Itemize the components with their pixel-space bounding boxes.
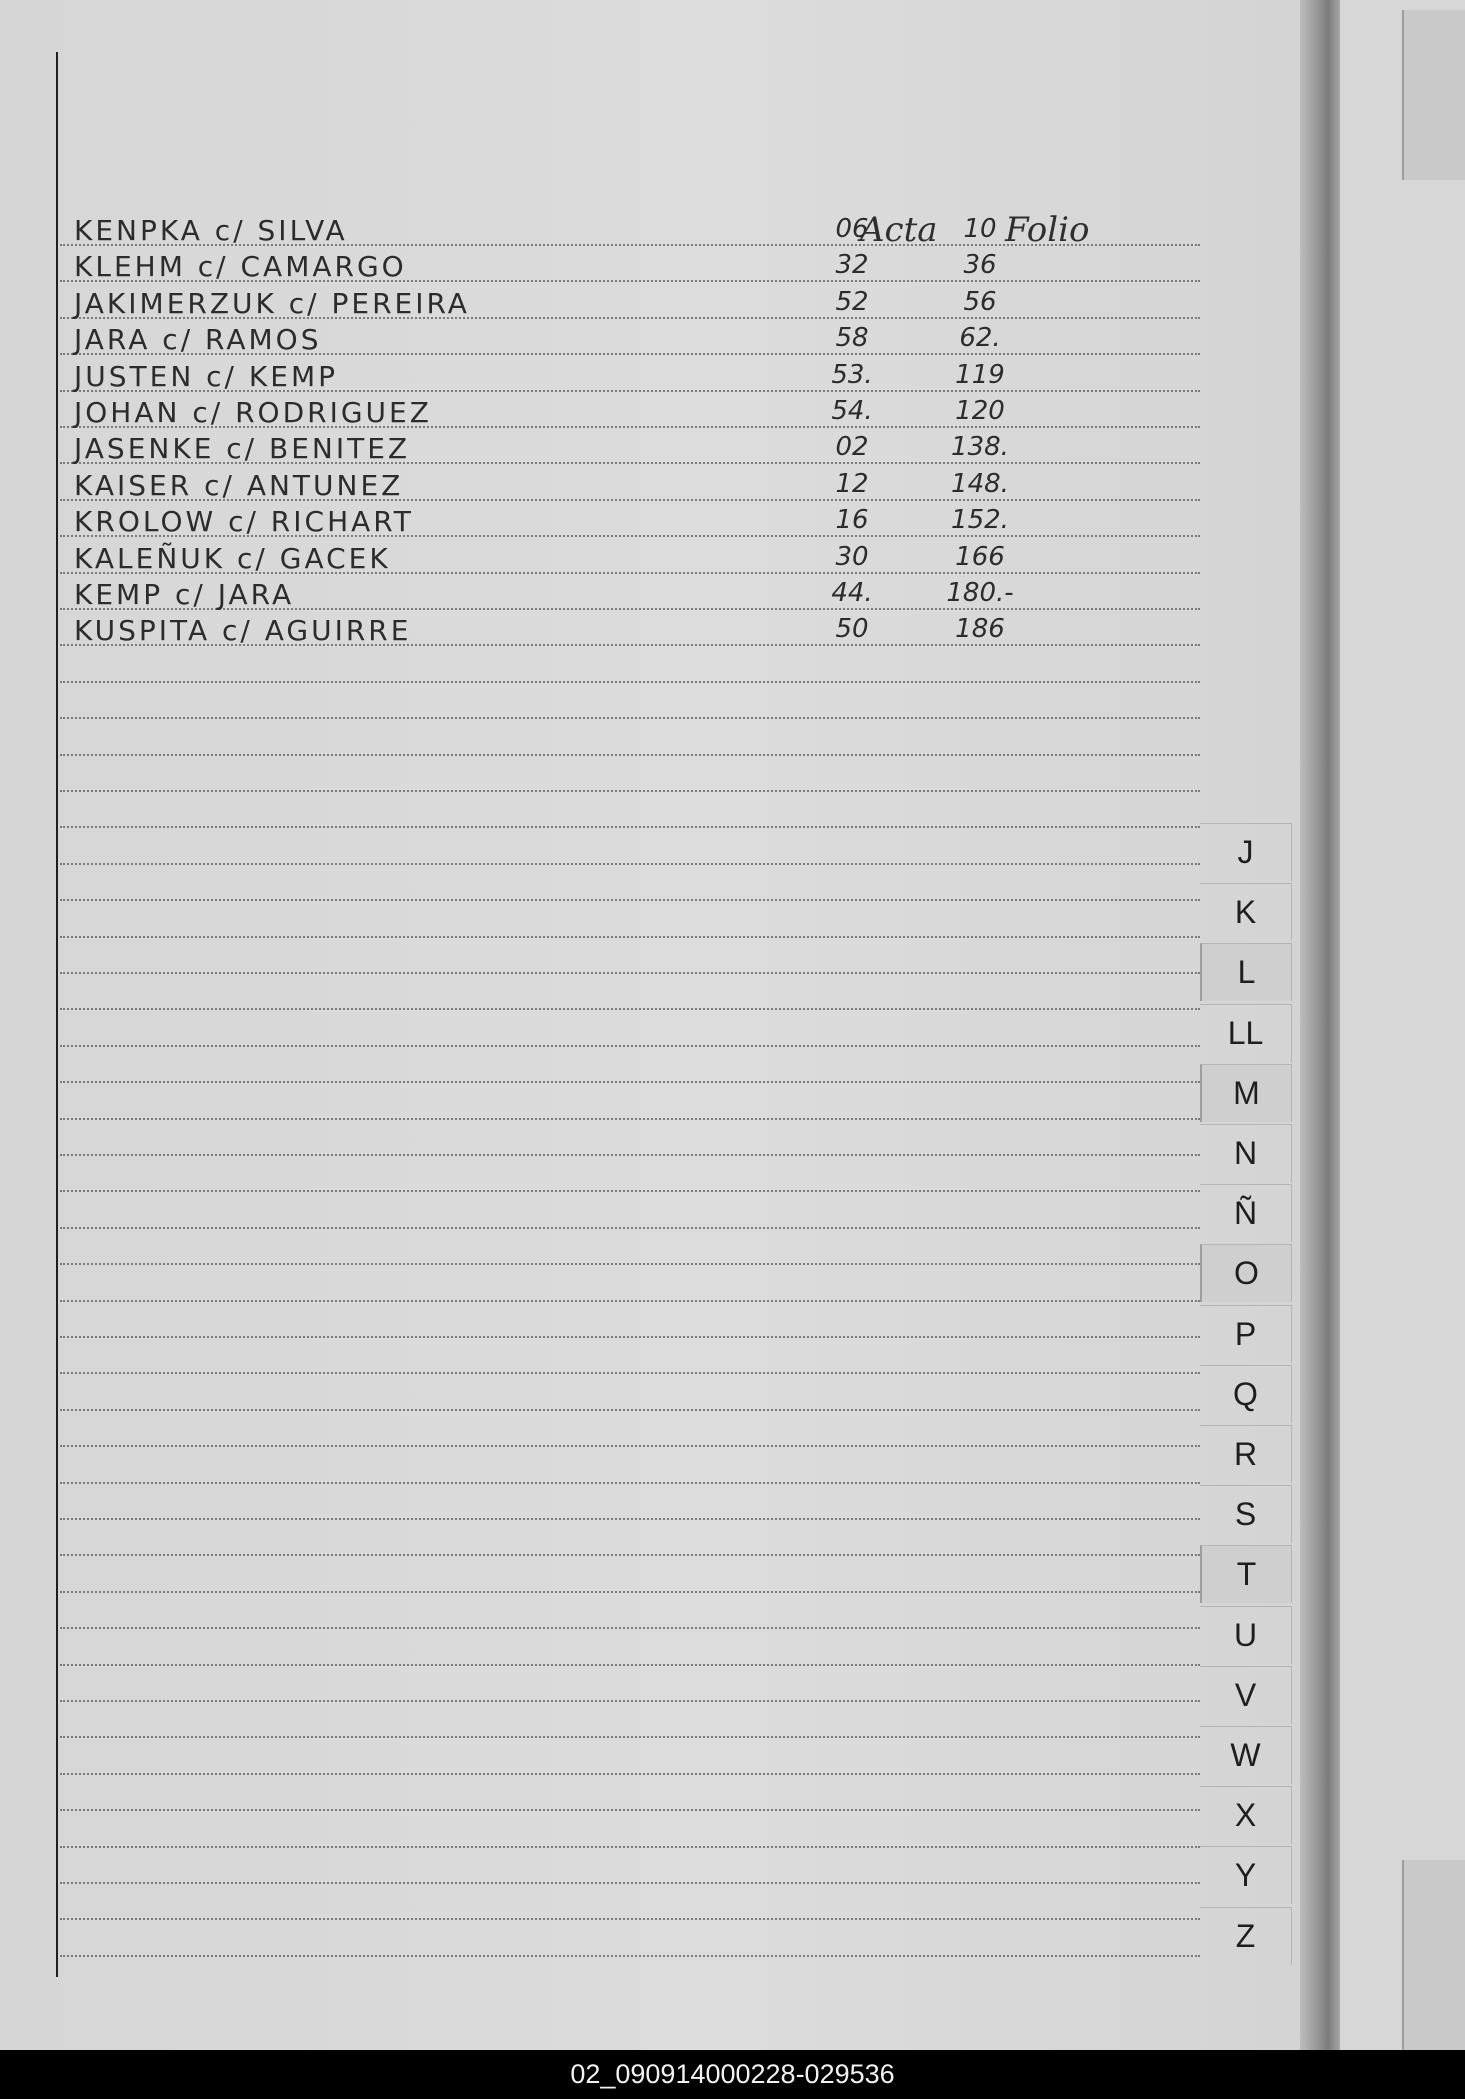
- entry-folio: 138.: [951, 432, 1009, 462]
- entry-acta: 58: [835, 323, 869, 353]
- index-tab-o[interactable]: O: [1200, 1244, 1292, 1302]
- ruled-line: [60, 826, 1200, 828]
- index-tab-w[interactable]: W: [1200, 1726, 1292, 1784]
- ruled-line: [60, 936, 1200, 938]
- ruled-line: [60, 1955, 1200, 1957]
- cover-flap-bottom: [1402, 1860, 1465, 2050]
- scan-id: 02_090914000228-029536: [570, 2059, 895, 2089]
- ruled-line: [60, 1736, 1200, 1738]
- entry-acta: 06: [835, 214, 869, 244]
- acta-column-header: Acta: [860, 210, 938, 250]
- ruled-line: [60, 717, 1200, 719]
- index-tab-y[interactable]: Y: [1200, 1846, 1292, 1904]
- entry-folio: 56: [963, 287, 997, 317]
- ruled-line: [60, 1263, 1200, 1265]
- entry-folio: 180.-: [946, 578, 1014, 608]
- ruled-line: [60, 1846, 1200, 1848]
- entry-acta: 54.: [831, 396, 873, 426]
- entry-folio: 120: [955, 396, 1005, 426]
- entry-folio: 119: [955, 360, 1005, 390]
- alphabet-index-tabs: [1200, 0, 1300, 2050]
- index-tab-enye[interactable]: Ñ: [1200, 1184, 1292, 1242]
- ruled-line: [60, 1227, 1200, 1229]
- entry-folio: 152.: [951, 505, 1009, 535]
- index-tab-u[interactable]: U: [1200, 1606, 1292, 1664]
- entry-folio: 186: [955, 614, 1005, 644]
- index-tab-n[interactable]: N: [1200, 1124, 1292, 1182]
- ruled-line: [60, 1118, 1200, 1120]
- index-tab-x[interactable]: X: [1200, 1786, 1292, 1844]
- ruled-line: [60, 1045, 1200, 1047]
- entry-name: JAKIMERZUK c/ PEREIRA: [74, 287, 470, 320]
- entry-acta: 53.: [831, 360, 873, 390]
- ruled-line: [60, 972, 1200, 974]
- book-binding-edge: [1300, 0, 1340, 2050]
- entry-name: KUSPITA c/ AGUIRRE: [74, 614, 412, 647]
- ruled-line: [60, 1591, 1200, 1593]
- ruled-line: [60, 1190, 1200, 1192]
- ruled-line: [60, 1882, 1200, 1884]
- entry-name: JASENKE c/ BENITEZ: [74, 432, 411, 465]
- entry-acta: 02: [835, 432, 869, 462]
- index-tab-z[interactable]: Z: [1200, 1907, 1292, 1965]
- ruled-line: [60, 1154, 1200, 1156]
- ruled-line: [60, 1372, 1200, 1374]
- index-tab-l[interactable]: L: [1200, 943, 1292, 1001]
- entry-name: JARA c/ RAMOS: [74, 323, 322, 356]
- ruled-line: [60, 790, 1200, 792]
- entry-name: KEMP c/ JARA: [74, 578, 295, 611]
- entry-acta: 50: [835, 614, 869, 644]
- entry-acta: 52: [835, 287, 869, 317]
- entry-folio: 10: [963, 214, 997, 244]
- ruled-line: [60, 1518, 1200, 1520]
- ruled-line: [60, 1773, 1200, 1775]
- ruled-line: [60, 1336, 1200, 1338]
- ruled-line: [60, 1700, 1200, 1702]
- index-tab-t[interactable]: T: [1200, 1545, 1292, 1603]
- entry-acta: 12: [835, 469, 869, 499]
- index-tab-ll[interactable]: LL: [1200, 1004, 1292, 1062]
- ruled-line: [60, 899, 1200, 901]
- entry-name: JUSTEN c/ KEMP: [74, 360, 338, 393]
- entry-name: KALEÑUK c/ GACEK: [74, 542, 391, 575]
- entry-name: KENPKA c/ SILVA: [74, 214, 348, 247]
- book-cover: [1340, 0, 1465, 2050]
- index-tab-s[interactable]: S: [1200, 1485, 1292, 1543]
- index-tab-v[interactable]: V: [1200, 1666, 1292, 1724]
- index-tab-r[interactable]: R: [1200, 1425, 1292, 1483]
- entry-acta: 16: [835, 505, 869, 535]
- margin-line: [56, 52, 58, 1977]
- entry-acta: 44.: [831, 578, 873, 608]
- ruled-line: [60, 1627, 1200, 1629]
- ruled-line: [60, 1664, 1200, 1666]
- scan-id-footer: [0, 2050, 1465, 2099]
- entry-name: JOHAN c/ RODRIGUEZ: [74, 396, 432, 429]
- index-tab-k[interactable]: K: [1200, 883, 1292, 941]
- ruled-line: [60, 1445, 1200, 1447]
- entry-name: KLEHM c/ CAMARGO: [74, 250, 407, 283]
- entry-acta: 32: [835, 250, 869, 280]
- ruled-line: [60, 1554, 1200, 1556]
- entry-acta: 30: [835, 542, 869, 572]
- entry-folio: 148.: [951, 469, 1009, 499]
- ruled-line: [60, 1918, 1200, 1920]
- index-tab-m[interactable]: M: [1200, 1064, 1292, 1122]
- entry-folio: 62.: [959, 323, 1001, 353]
- ruled-line: [60, 1482, 1200, 1484]
- entry-folio: 166: [955, 542, 1005, 572]
- ruled-line: [60, 1300, 1200, 1302]
- ruled-line: [60, 1409, 1200, 1411]
- index-tab-q[interactable]: Q: [1200, 1365, 1292, 1423]
- ruled-line: [60, 1008, 1200, 1010]
- entry-name: KROLOW c/ RICHART: [74, 505, 414, 538]
- index-tab-j[interactable]: J: [1200, 823, 1292, 881]
- cover-flap-top: [1402, 10, 1465, 180]
- ruled-line: [60, 863, 1200, 865]
- ruled-line: [60, 1809, 1200, 1811]
- entry-folio: 36: [963, 250, 997, 280]
- ruled-line: [60, 754, 1200, 756]
- ruled-line: [60, 1081, 1200, 1083]
- index-tab-p[interactable]: P: [1200, 1305, 1292, 1363]
- ruled-line: [60, 681, 1200, 683]
- entry-name: KAISER c/ ANTUNEZ: [74, 469, 404, 502]
- folio-column-header: Folio: [1005, 210, 1090, 250]
